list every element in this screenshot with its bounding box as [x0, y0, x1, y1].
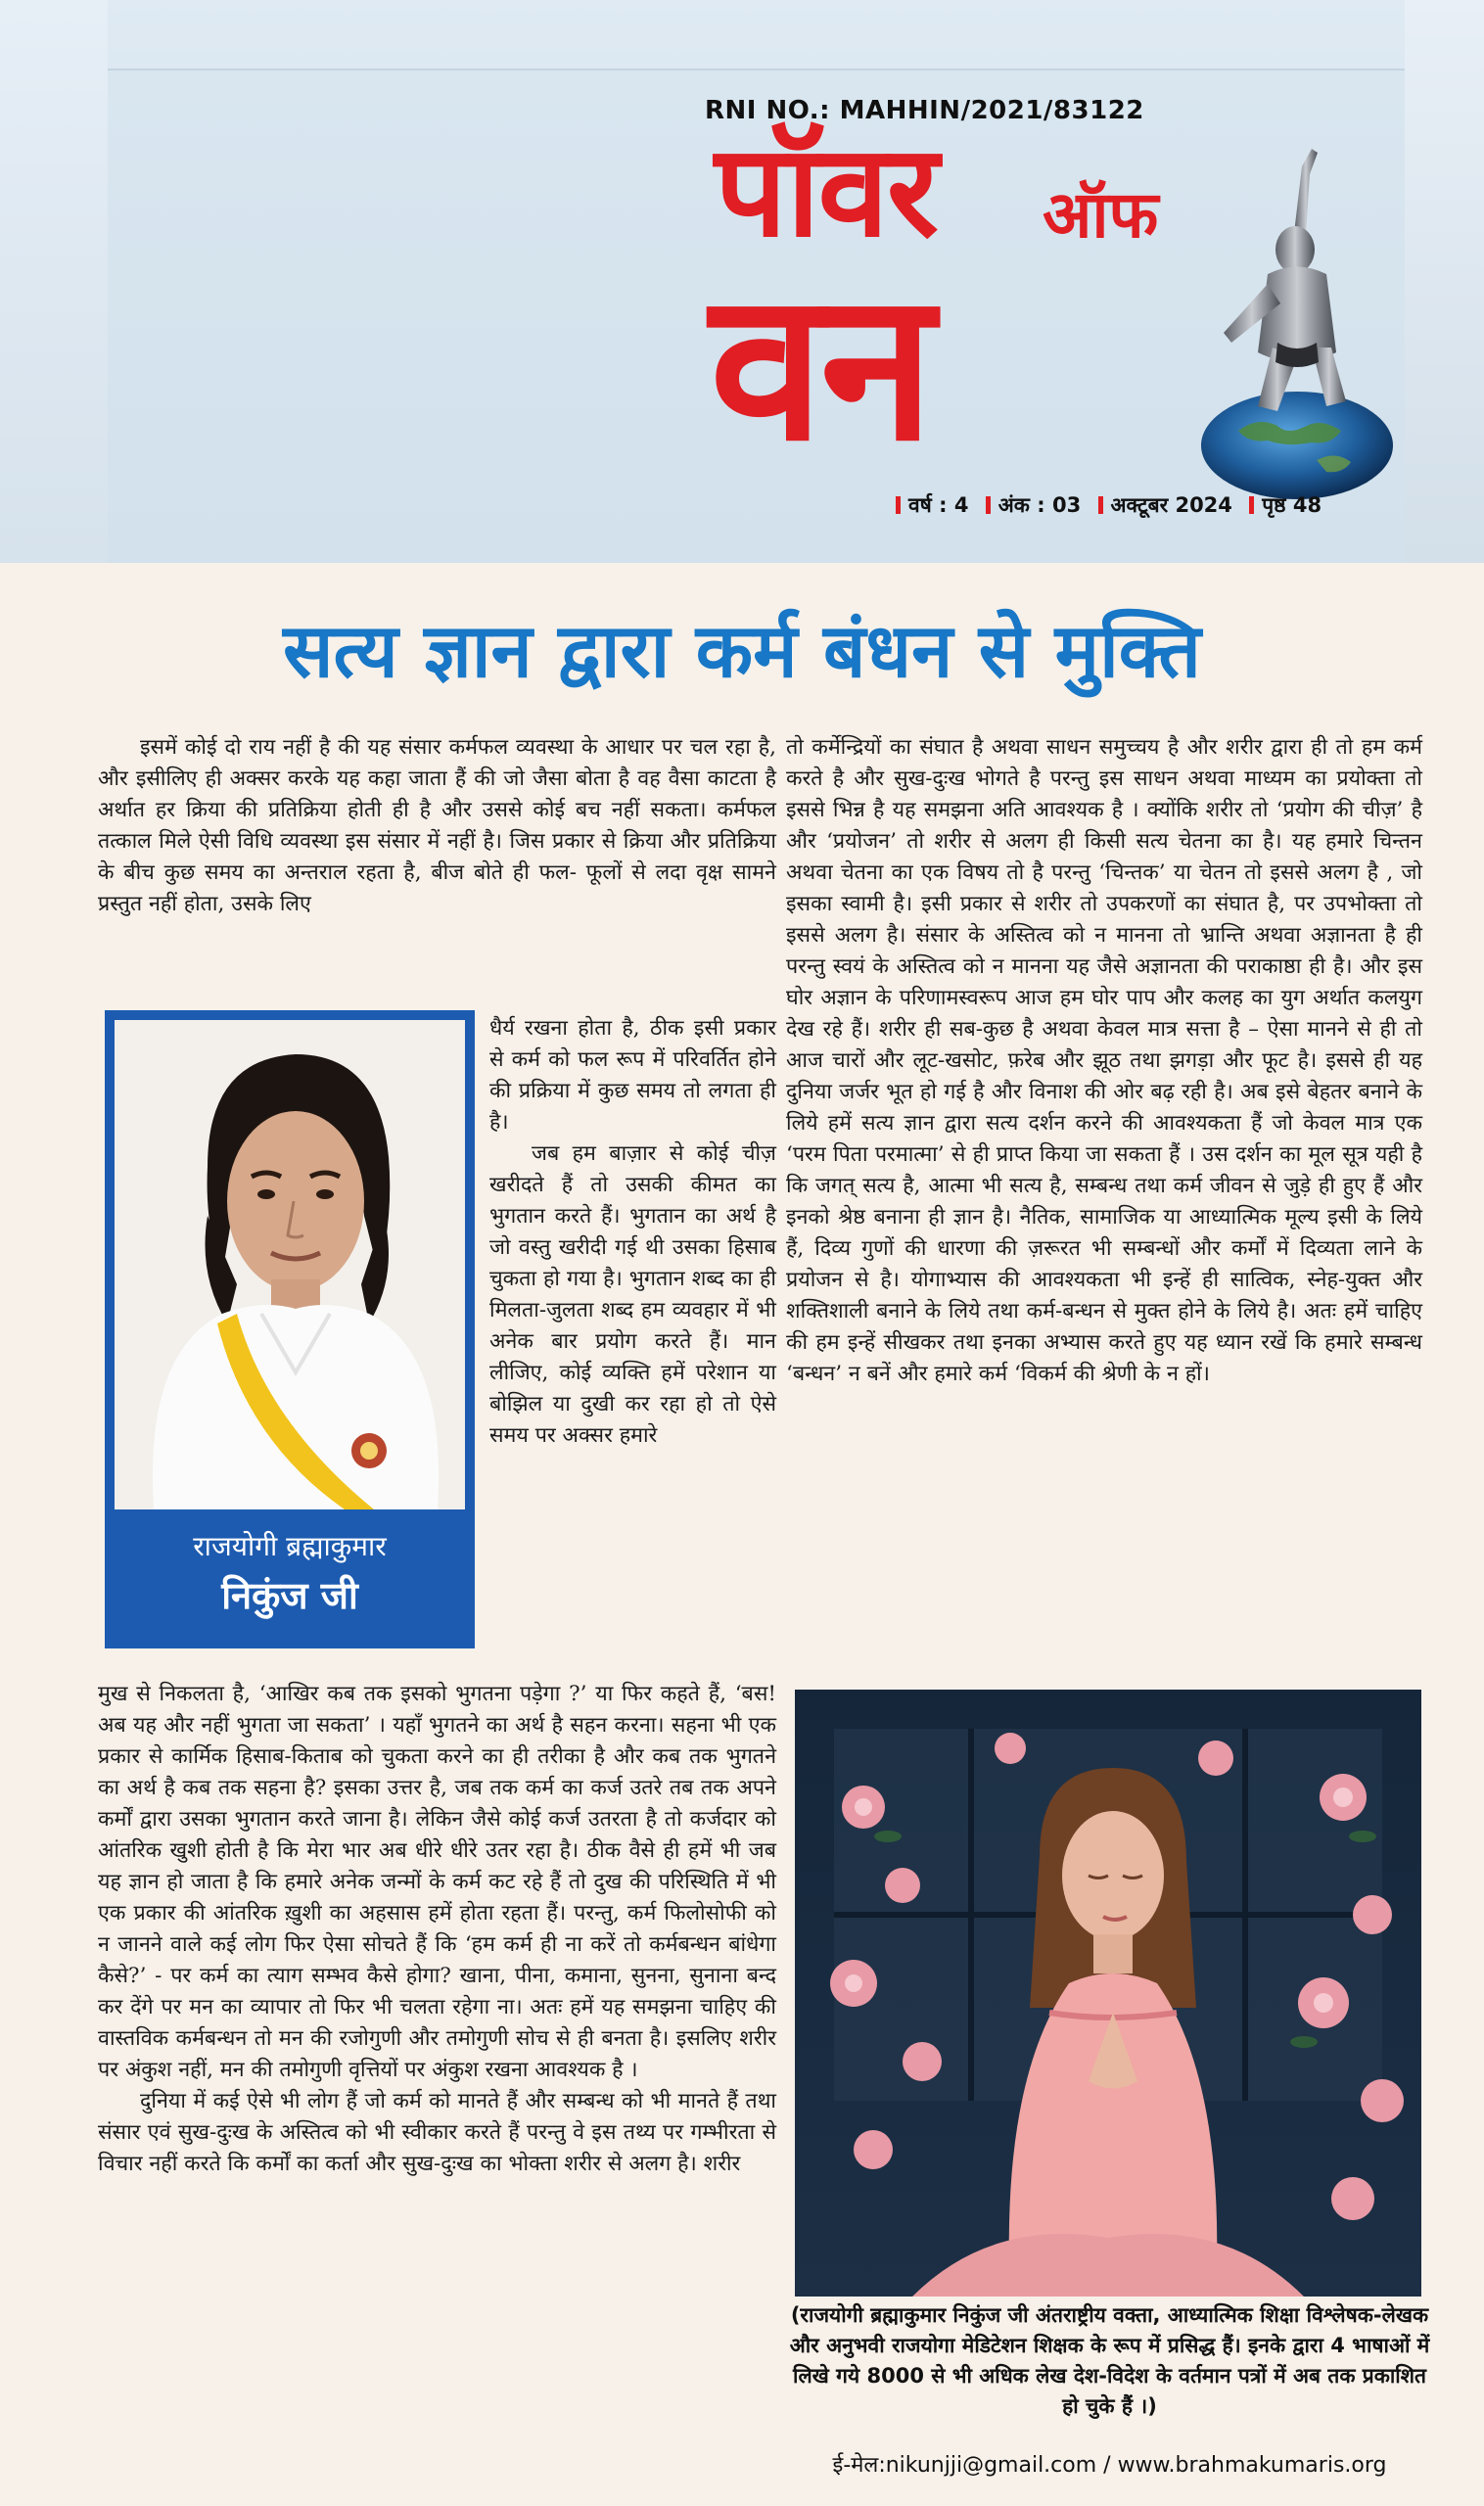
title-power: पॉवर — [715, 116, 937, 265]
masthead — [0, 0, 1484, 563]
statue-globe-logo — [1199, 147, 1395, 499]
meditation-photo — [795, 1690, 1421, 2297]
author-caption — [115, 1525, 465, 1623]
issue-date: अक्टूबर 2024 — [1110, 493, 1232, 517]
author-bio: (राजयोगी ब्रह्माकुमार निकुंज जी अंतराष्ट्रीय वक्ता, आध्यात्मिक शिक्षा विश्लेषक-लेखक और अनुभवी राजयोगा मेडिटेशन शिक्षक के रूप में प्रसिद्ध हैं। इनके द्वारा 4 भाषाओं में लिखे गये 8000 से भी अधिक लेख देश-विदेश के वर्तमान पत्रों में अब तक प्रकाशित हो चुके हैं ।) — [789, 2303, 1430, 2418]
article-paragraph-1: इसमें कोई दो राय नहीं है की यह संसार कर्मफल व्यवस्था के आधार पर चल रहा है, और इसीलिए ही अक्सर करके यह कहा जाता हैं की जो जैसा बोता है वह वैसा काटता है अर्थात हर क्रिया की प्रतिक्रिया होती ही है और उससे कोई बच नहीं सकता। कर्मफल तत्काल मिले ऐसी विधि व्यवस्था इस संसार में नहीं है। जिस प्रकार से क्रिया और प्रतिक्रिया के बीच कुछ समय का अन्तराल रहता है, बीज बोते ही फल- फूलों से लदा वृक्ष सामने प्रस्तुत नहीं होता, उसके लिए — [98, 735, 776, 916]
article-paragraph-4: तो कर्मेन्द्रियों का संघात है अथवा साधन समुच्चय है और शरीर द्वारा ही तो हम कर्म करते है और सुख-दुःख भोगते है परन्तु इस साधन अथवा माध्यम का प्रयोक्ता तो इससे भिन्न है यह समझना अति आवश्यक है । क्योंकि शरीर तो ‘प्रयोग की चीज़’ है और ‘प्रयोजन’ तो शरीर से अलग ही किसी सत्य चेतना का है। यह हमारे चिन्तन अथवा चेतना का एक विषय तो है परन्तु ‘चिन्तक’ या चेतन तो इससे अलग है , जो इसका स्वामी है। इसी प्रकार से शरीर तो उपकरणों का संघात है, पर उपभोक्ता तो इससे अलग है। संसार के अस्तित्व को न मानना तो भ्रान्ति अथवा अज्ञानता है ही परन्तु स्वयं के अस्तित्व को न मानना यह जैसे अज्ञानता की पराकाष्ठा ही है। और इस घोर अज्ञान के परिणामस्वरूप आज हम घोर पाप और कलह का युग अर्थात कलयुग देख रहे हैं। शरीर ही सब-कुछ है अथवा केवल मात्र सत्ता है – ऐसा मानने से ही तो आज चारों और लूट-खसोट, फ़रेब और झूठ तथा झगड़ा और फूट है। इससे ही यह दुनिया जर्जर भूत हो गई है और विनाश की ओर बढ़ रही है। अब इसे बेहतर बनाने के लिये हमें सत्य ज्ञान द्वारा सत्य दर्शन करने की आवश्यकता हैं जो केवल मात्र एक ‘परम पिता परमात्मा’ से ही प्राप्त किया जा सकता हैं । उस दर्शन का मूल सूत्र यही है कि जगत् सत्य है, आत्मा भी सत्य है, सम्बन्ध तथा कर्म जीवन से जुड़े ही हुए हैं और इनको श्रेष्ठ बनाना ही ज्ञान है। नैतिक, सामाजिक या आध्यात्मिक मूल्य इसी के लिये हैं, दिव्य गुणों की धारणा की ज़रूरत भी सम्बन्धों और कर्मों में दिव्यता लाने के प्रयोजन से है। योगाभ्यास की आवश्यकता भी इन्हें ही सात्विक, स्नेह-युक्त और शक्तिशाली बनाने के लिये तथा कर्म-बन्धन से मुक्त होने के लिये है। अतः हमें चाहिए की हम इन्हें सीखकर तथा इनका अभ्यास करते हुए यह ध्यान रखें कि हमारे सम्बन्ध ‘बन्धन’ न बनें और हमारे कर्म ‘विकर्म की श्रेणी के न हों। — [786, 735, 1422, 1386]
author-name: निकुंज जी — [221, 1574, 358, 1617]
issue-year: वर्ष : 4 — [908, 493, 969, 517]
author-photo — [115, 1020, 465, 1509]
title-van: वन — [710, 247, 931, 487]
article-paragraph-2: धैर्य रखना होता है, ठीक इसी प्रकार से कर्म को फल रूप में परिवर्तित होने की प्रक्रिया में कुछ समय तो लगता ही है। जब हम बाज़ार से कोई चीज़ खरीदते हैं तो उसकी कीमत का भुगतान करते हैं। भुगतान का अर्थ है जो वस्तु खरीदी गई थी उसका हिसाब चुकता हो गया है। भुगतान शब्द का ही मिलता-जुलता शब्द हम व्यवहार में भी अनेक बार प्रयोग करते हैं। मान लीजिए, कोई व्यक्ति हमें परेशान या बोझिल या दुखी कर रहा हो तो ऐसे समय पर अक्सर हमारे — [489, 1016, 776, 1448]
title-of: ऑफ — [1043, 177, 1159, 253]
author-title: राजयोगी ब्रह्माकुमार — [193, 1530, 387, 1562]
author-portrait-box — [105, 1010, 475, 1648]
author-photo-illustration — [115, 1020, 465, 1509]
meditating-girl-illustration — [795, 1690, 1421, 2297]
rni-number: RNI NO.: MAHHIN/2021/83122 — [705, 96, 1144, 125]
article-paragraph-3: मुख से निकलता है, ‘आखिर कब तक इसको भुगतना पड़ेगा ?’ या फिर कहते हैं, ‘बस! अब यह और नहीं भुगता जा सकता’ । यहाँ भुगतने का अर्थ है सहन करना। सहना भी एक प्रकार से कार्मिक हिसाब-किताब को चुकता करने का ही तरीका है और कब तक भुगतने का अर्थ है कब तक सहना है? इसका उत्तर है, जब तक कर्म का कर्ज उतरे तब तक अपने कर्मों द्वारा उसका भुगतान करते जाना है। लेकिन जैसे कोई कर्ज उतरता है तो कर्जदार को आंतरिक खुशी होती है कि मेरा भार अब धीरे धीरे उतर रहा है। ठीक वैसे ही हमें भी जब यह ज्ञान हो जाता है कि हमारे अनेक जन्मों के कर्म कट रहे हैं तो दुख की परिस्थिति में भी एक प्रकार की आंतरिक ख़ुशी का अहसास हमें होता रहता हैं। परन्तु, कर्म फिलोसोफी को न जानने वाले कई लोग फिर ऐसा सोचते हैं कि ‘हम कर्म ही ना करें तो कर्मबन्धन बांधेगा कैसे?’ - पर कर्म का त्याग सम्भव कैसे होगा? खाना, पीना, कमाना, सुनना, सुनाना बन्द कर देंगे पर मन का व्यापार तो फिर भी चलता रहेगा ना। अतः हमें यह समझना चाहिए की वास्तविक कर्मबन्धन तो मन की रजोगुणी और तमोगुणी सोच से ही बनता है। इसलिए शरीर पर अंकुश नहीं, मन की तमोगुणी वृत्तियों पर अंकुश रखना आवश्यक है । दुनिया में कई ऐसे भी लोग हैं जो कर्म को मानते हैं और सम्बन्ध को भी मानते हैं तथा संसार एवं सुख-दुःख के अस्तित्व को भी स्वीकार करते हैं परन्तु वे इस तथ्य पर गम्भीरता से विचार नहीं करते कि कर्मों का कर्ता और सुख-दुःख का भोक्ता शरीर से अलग है। शरीर — [98, 1682, 776, 2176]
issue-pages: पृष्ठ 48 — [1262, 493, 1322, 517]
issue-number: अंक : 03 — [997, 493, 1082, 517]
issue-info — [886, 491, 1322, 519]
article-headline: सत्य ज्ञान द्वारा कर्म बंधन से मुक्ति — [283, 607, 1201, 694]
author-email: ई-मेल:nikunjji@gmail.com / www.brahmakumaris.org — [832, 2453, 1387, 2478]
